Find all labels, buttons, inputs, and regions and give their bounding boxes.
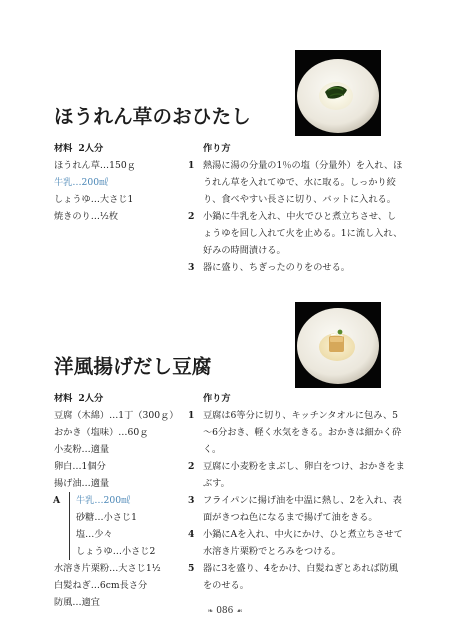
recipe2-ingredients — [54, 390, 194, 611]
ingredient: 卵白…1個分 — [54, 461, 106, 472]
materials-label: 材料 — [54, 143, 73, 154]
method-heading: 作り方 — [203, 143, 231, 154]
step — [188, 157, 405, 208]
step-text: 豆腐は6等分に切り、キッチンタオルに包み、5～6分おき、軽く水気をきる。おかきは細かく砕く。 — [203, 410, 402, 455]
step — [188, 492, 405, 526]
recipe2-method — [188, 390, 408, 594]
step-number: 2 — [188, 211, 195, 222]
step-number: 5 — [188, 563, 195, 574]
recipe2-materials-heading — [54, 390, 194, 407]
step-number: 1 — [188, 160, 195, 171]
step — [188, 208, 405, 259]
ingredient: 焼きのり…½枚 — [54, 211, 119, 222]
recipe1-photo — [295, 50, 381, 136]
recipe2-title: 洋風揚げだし豆腐 — [54, 355, 212, 378]
group-items — [69, 492, 194, 560]
recipe1-title: ほうれん草のおひたし — [54, 105, 252, 128]
page-footer — [0, 606, 450, 616]
step — [188, 526, 405, 560]
ingredient: しょうゆ…小さじ2 — [76, 546, 156, 557]
step-number: 1 — [188, 410, 195, 421]
recipe2-photo — [295, 302, 381, 388]
ingredient: 豆腐（木綿）…1丁（300ｇ） — [54, 410, 179, 421]
ingredient: おかき（塩味）…60ｇ — [54, 427, 149, 438]
page-number: 086 — [216, 606, 234, 616]
recipe1-method — [188, 140, 408, 276]
ornament-left-icon: ❧ — [207, 607, 214, 615]
step-text: フライパンに揚げ油を中温に熱し、2を入れ、表面がきつね色になるまで揚げて油をきる。 — [203, 495, 402, 523]
step-number: 2 — [188, 461, 195, 472]
step-number: 3 — [188, 495, 195, 506]
ingredient: しょうゆ…大さじ1 — [54, 194, 134, 205]
ornament-right-icon: ☙ — [236, 607, 243, 615]
recipe2-steps — [188, 407, 408, 594]
group-label: A — [53, 495, 61, 506]
ingredient: 白髪ねぎ…6cm長さ分 — [54, 580, 148, 591]
recipe1-ingredients — [54, 140, 194, 225]
ingredient: 塩…少々 — [76, 529, 113, 540]
recipe1-steps — [188, 157, 408, 276]
ingredient: 砂糖…小さじ1 — [76, 512, 137, 523]
ingredient: 水溶き片栗粉…大さじ1½ — [54, 563, 161, 574]
servings: 2人分 — [78, 143, 104, 154]
step-text: 小鍋に牛乳を入れ、中火でひと煮立ちさせ、しょうゆを回し入れて火を止める。1に流し入れ、好みの時間漬ける。 — [203, 211, 403, 256]
servings: 2人分 — [78, 393, 104, 404]
step-text: 器に盛り、ちぎったのりをのせる。 — [203, 262, 350, 273]
step-text: 器に3を盛り、4をかけ、白髪ねぎとあれば防風をのせる。 — [203, 563, 399, 591]
step — [188, 458, 405, 492]
step-text: 豆腐に小麦粉をまぶし、卵白をつけ、おかきをまぶす。 — [203, 461, 405, 489]
step-text: 小鍋にAを入れ、中火にかけ、ひと煮立ちさせて水溶き片栗粉でとろみをつける。 — [203, 529, 403, 557]
ingredient: 牛乳…200㎖ — [76, 495, 131, 506]
step — [188, 259, 405, 276]
materials-label: 材料 — [54, 393, 73, 404]
ingredient-group-a — [53, 492, 194, 560]
ingredient: 小麦粉…適量 — [54, 444, 110, 455]
step-text: 熱湯に湯の分量の1％の塩（分量外）を入れ、ほうれん草を入れてゆで、水に取る。しっかり絞り、食べやすい長さに切り、バットに入れる。 — [203, 160, 403, 205]
step — [188, 560, 405, 594]
ingredient: 防風…適宜 — [54, 597, 100, 608]
step-number: 4 — [188, 529, 195, 540]
ingredient: ほうれん草…150ｇ — [54, 160, 136, 171]
step-number: 3 — [188, 262, 195, 273]
ingredient: 牛乳…200㎖ — [54, 177, 109, 188]
step — [188, 407, 405, 458]
recipe1-materials-heading — [54, 140, 194, 157]
method-heading: 作り方 — [203, 393, 231, 404]
ingredient: 揚げ油…適量 — [54, 478, 110, 489]
